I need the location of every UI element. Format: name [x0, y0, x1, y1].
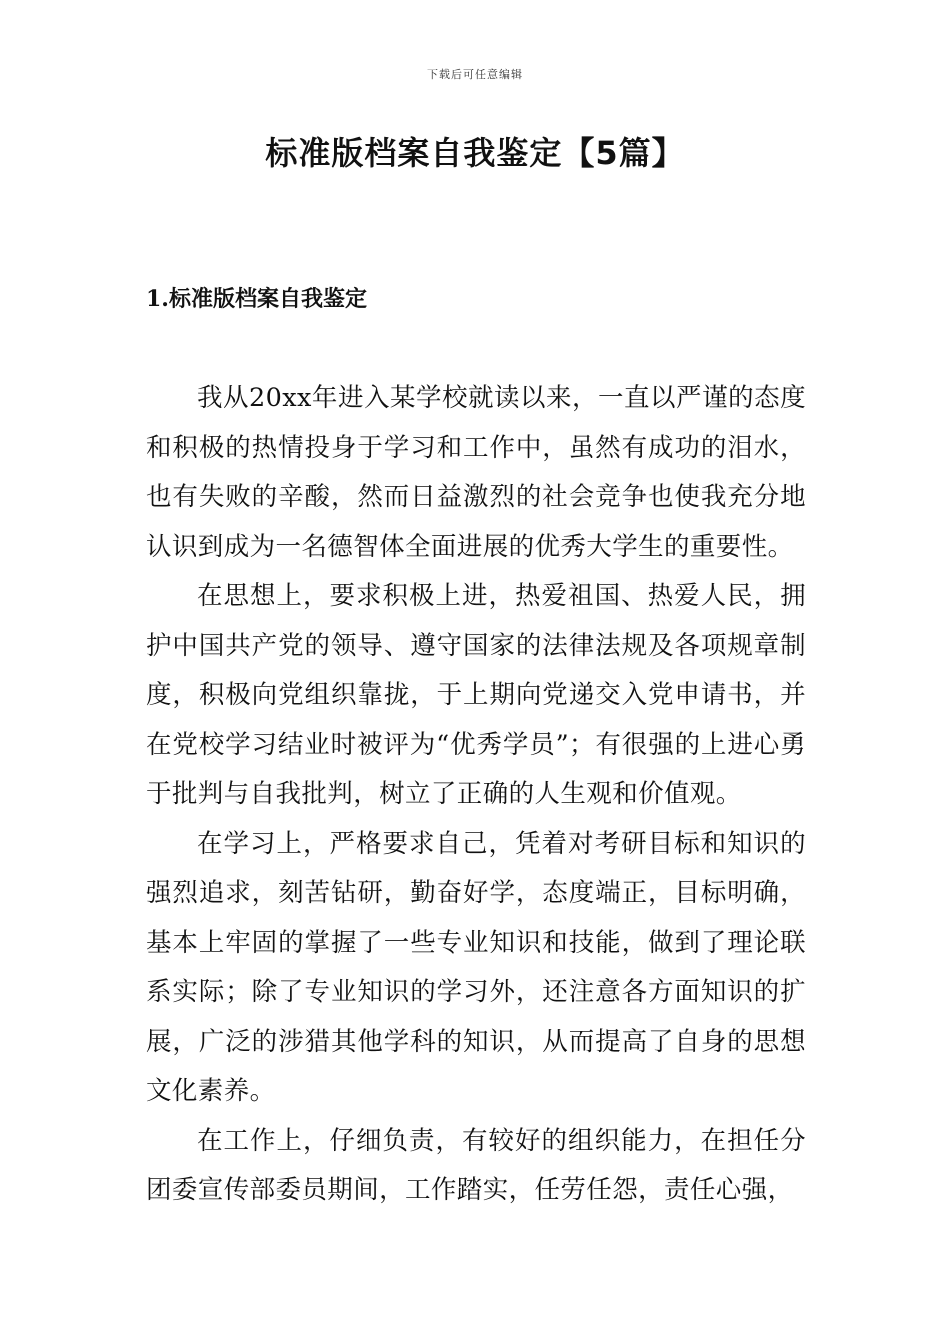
paragraph-thought: 在思想上，要求积极上进，热爱祖国、热爱人民，拥护中国共产党的领导、遵守国家的法律法规及各项规章制度，积极向党组织靠拢，于上期向党递交入党申请书，并在党校学习结业时被评为“优秀学员”；有很强的上进心勇于批判与自我批判，树立了正确的人生观和价值观。 — [146, 581, 806, 809]
paragraph-study: 在学习上，严格要求自己，凭着对考研目标和知识的强烈追求，刻苦钻研，勤奋好学，态度端正，目标明确，基本上牢固的掌握了一些专业知识和技能，做到了理论联系实际；除了专业知识的学习外，还注意各方面知识的扩展，广泛的涉猎其他学科的知识，从而提高了自身的思想文化素养。 — [146, 828, 806, 1106]
document-title: 标准版档案自我鉴定【5篇】 — [265, 134, 685, 172]
body-text — [146, 374, 806, 1216]
section-heading: 1.标准版档案自我鉴定 — [146, 286, 367, 312]
header-note: 下载后可任意编辑 — [427, 68, 523, 81]
paragraph-intro: 我从20xx年进入某学校就读以来，一直以严谨的态度和积极的热情投身于学习和工作中，虽然有成功的泪水，也有失败的辛酸，然而日益激烈的社会竞争也使我充分地认识到成为一名德智体全面进展的优秀大学生的重要性。 — [146, 383, 806, 562]
paragraph-work: 在工作上，仔细负责，有较好的组织能力，在担任分团委宣传部委员期间，工作踏实，任劳任怨，责任心强， — [146, 1125, 806, 1205]
